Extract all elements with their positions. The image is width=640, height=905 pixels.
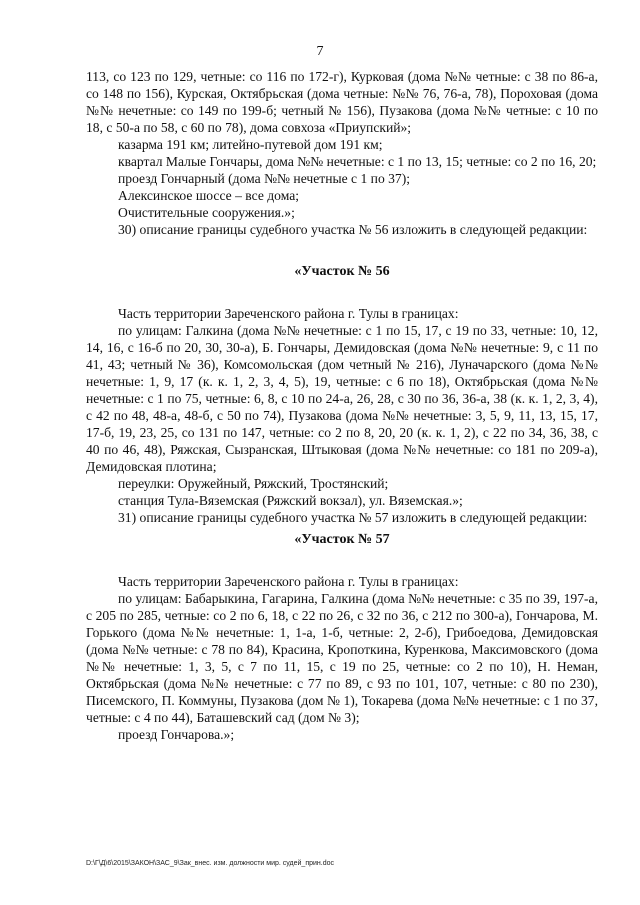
paragraph-streets-56: по улицам: Галкина (дома №№ нечетные: с 1 по 15, 17, с 19 по 33, четные: 10, 12, 14, 16, с 16-б по 20, 30, 30-а), Б. Гончары, Демидовская (дома №№ нечетные: 9, с 11 по 41, 43; четный № 36), Комсомольская (дом четный № 216), Луначарского (дома №№ нечетные: 1, 9, 17 (к. к. 1, 2, 3, 4, 5), 19, четные: с 6 по 18), Октябрьская (дома №№ нечетные: с 1 по 75, четные: 6, 8, с 10 по 24-а, 26, 28, с 30 по 36, 36-а, 38 (к. к. 1, 2, 3, 4), с 42 по 48, 48-а, 48-б, с 50 по 74), Пузакова (дома №№ нечетные: 3, 5, 9, 11, 13, 15, 17, 17-б, 19, 23, 25, со 131 по 147, четные: со 2 по 8, 20, 20 (к. к. 1, 2), с 22 по 34, 36, 38, с 40 по 46, 48), Ряжская, Сызранская, Штыковая (дома №№ нечетные: со 181 по 209-а), Демидовская плотина; bbox=[86, 323, 598, 474]
page-number: 7 bbox=[316, 44, 324, 59]
document-body bbox=[86, 68, 598, 743]
paragraph-shosse: Алексинское шоссе – все дома; bbox=[118, 188, 300, 203]
paragraph-item-31: 31) описание границы судебного участка № 57 изложить в следующей редакции: bbox=[118, 510, 588, 525]
paragraph-item-30: 30) описание границы судебного участка № 56 изложить в следующей редакции: bbox=[118, 222, 588, 237]
paragraph-kazarma: казарма 191 км; литейно-путевой дом 191 км; bbox=[118, 137, 383, 152]
paragraph-proezd-57: проезд Гончарова.»; bbox=[118, 727, 235, 742]
paragraph-territory-56: Часть территории Зареченского района г. Тулы в границах: bbox=[118, 306, 459, 321]
paragraph-station-56: станция Тула-Вяземская (Ряжский вокзал), ул. Вяземская.»; bbox=[118, 493, 463, 508]
paragraph-kvartal: квартал Малые Гончары, дома №№ нечетные: с 1 по 13, 15; четные: со 2 по 16, 20; bbox=[118, 154, 597, 169]
paragraph-streets-57: по улицам: Бабарыкина, Гагарина, Галкина (дома №№ нечетные: с 35 по 39, 197-а, с 205 по 285, четные: со 2 по 6, 18, с 22 по 26, с 32 по 36, с 212 по 300-а), Гончарова, М. Горького (дома №№ нечетные: 1, 1-а, 1-б, четные: 2, 2-б), Грибоедова, Демидовская (дома №№ четные: с 78 по 84), Красина, Кропоткина, Куренкова, Максимовского (дома №№ нечетные: 1, 3, 5, с 7 по 11, 15, с 19 по 25, четные: со 2 по 10), Н. Неман, Октябрьская (дома №№ нечетные: с 77 по 89, с 93 по 101, 107, четные: с 80 по 230), Писемского, П. Коммуны, Пузакова (дом № 1), Токарева (дома №№ нечетные: с 1 по 37, четные: с 4 по 44), Баташевский сад (дом № 3); bbox=[86, 591, 598, 725]
section-heading-57: «Участок № 57 bbox=[294, 532, 390, 547]
paragraph-lanes-56: переулки: Оружейный, Ряжский, Тростянский; bbox=[118, 476, 389, 491]
paragraph-continuation: 113, со 123 по 129, четные: со 116 по 172-г), Курковая (дома №№ четные: с 38 по 86-а, со 148 по 156), Курская, Октябрьская (дома четные: №№ 76, 76-а, 78), Пороховая (дома №№ нечетные: со 149 по 199-б; четный № 156), Пузакова (дома №№ четные: с 10 по 18, с 50-а по 58, с 60 по 78), дома совхоза «Приупский»; bbox=[86, 69, 598, 135]
paragraph-sooruzheniya: Очистительные сооружения.»; bbox=[118, 205, 295, 220]
section-heading-56: «Участок № 56 bbox=[294, 264, 390, 279]
paragraph-proezd: проезд Гончарный (дома №№ нечетные с 1 по 37); bbox=[118, 171, 411, 186]
paragraph-territory-57: Часть территории Зареченского района г. Тулы в границах: bbox=[118, 574, 459, 589]
file-path-footer: D:\Г\Д\6\2015\ЗАКОН\ЗАС_9\Зак_внес. изм. должности мир. судей_прин.doc bbox=[86, 860, 335, 867]
